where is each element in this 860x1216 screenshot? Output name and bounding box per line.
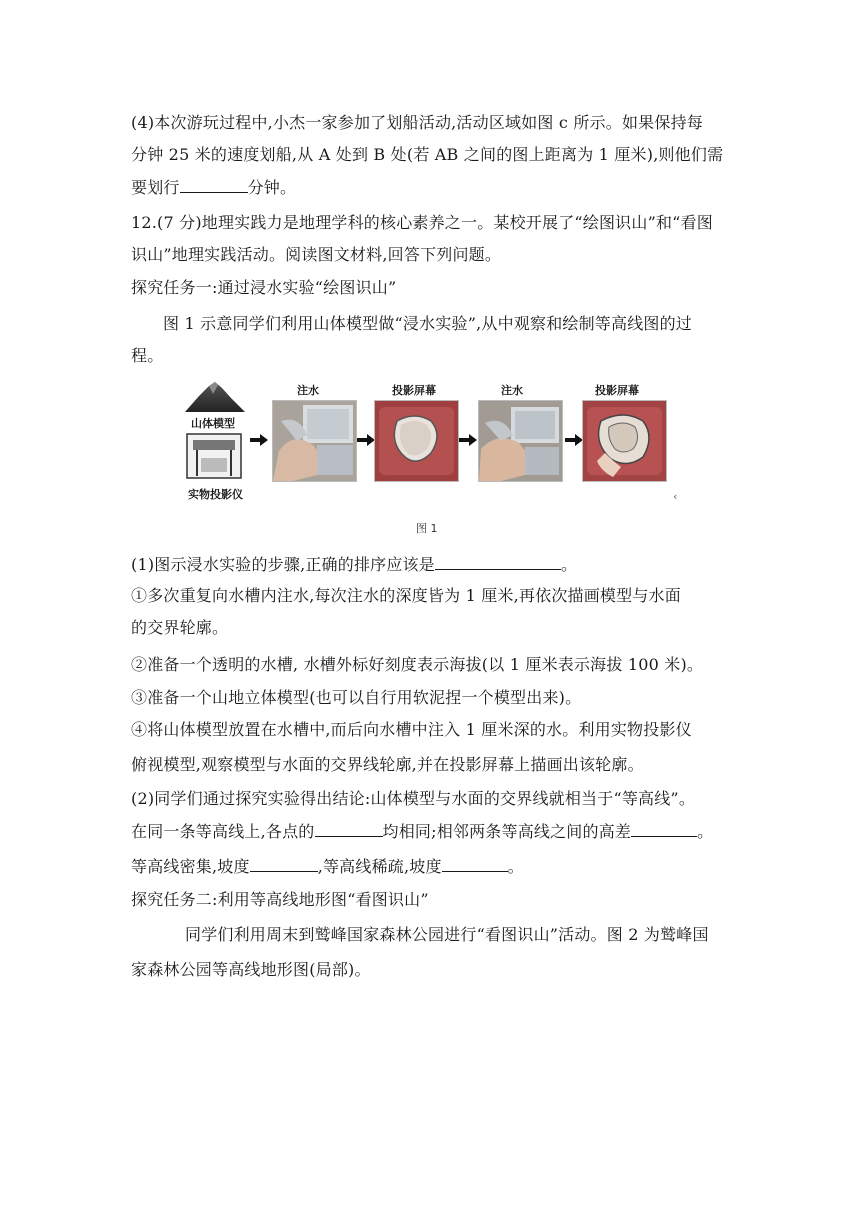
water-pouring-photo-2: [478, 400, 563, 482]
step-2: ②准备一个透明的水槽, 水槽外标好刻度表示海拔(以 1 厘米表示海拔 100 米)。: [131, 655, 704, 674]
q4-line-2: 分钟 25 米的速度划船,从 A 处到 B 处(若 AB 之间的图上距离为 1 厘米),则他们需: [131, 145, 724, 164]
step-4-line-1: ④将山体模型放置在水槽中,而后向水槽中注入 1 厘米深的水。利用实物投影仪: [131, 720, 692, 739]
task1-desc-1: 图 1 示意同学们利用山体模型做“浸水实验”,从中观察和绘制等高线图的过: [163, 314, 692, 333]
mountain-model-image: [185, 380, 245, 412]
arrow-right-icon: [459, 434, 477, 446]
label-screen-1: 投影屏幕: [392, 384, 436, 397]
sub2-line-3-part-c: 。: [507, 857, 524, 876]
label-water-1: 注水: [297, 384, 319, 397]
task2-desc-2: 家森林公园等高线地形图(局部)。: [131, 960, 371, 979]
sub2-line-3-part-b: ,等高线稀疏,坡度: [317, 857, 442, 876]
sub2-line-2-part-a: 在同一条等高线上,各点的: [131, 822, 315, 841]
sub2-line-3-part-a: 等高线密集,坡度: [131, 857, 250, 876]
q4-line-3: [131, 178, 296, 198]
projection-screen-photo-2: [582, 400, 667, 482]
sub2-line-2-part-b: 均相同;相邻两条等高线之间的高差: [382, 822, 632, 841]
sub1-answer-blank[interactable]: [435, 555, 561, 570]
arrow-right-icon: [250, 434, 268, 446]
label-water-2: 注水: [501, 384, 523, 397]
q12-line-1: 12.(7 分)地理实践力是地理学科的核心素养之一。某校开展了“绘图识山”和“看图: [131, 213, 713, 232]
sub2-line-2-part-c: 。: [697, 822, 714, 841]
label-mountain-model: 山体模型: [191, 417, 235, 430]
task1-title: 探究任务一:通过浸水实验“绘图识山”: [131, 278, 397, 297]
water-pouring-photo-1: [272, 400, 357, 482]
sub1-question: [131, 555, 577, 575]
sub2-blank-dense-slope[interactable]: [250, 857, 318, 872]
stray-mark: ‹: [673, 490, 678, 503]
q4-line-1: (4)本次游玩过程中,小杰一家参加了划船活动,活动区域如图 c 所示。如果保持每: [131, 113, 703, 132]
step-1-line-2: 的交界轮廓。: [131, 618, 229, 637]
arrow-right-icon: [357, 434, 375, 446]
sub2-line-2: [131, 822, 713, 842]
projector-image: [185, 432, 245, 482]
figure-1: [185, 378, 680, 503]
sub2-line-3: [131, 857, 524, 877]
sub1-question-end: 。: [560, 555, 578, 574]
figure-1-caption: 图 1: [416, 522, 438, 535]
task2-title: 探究任务二:利用等高线地形图“看图识山”: [131, 890, 429, 909]
q4-answer-blank[interactable]: [180, 178, 248, 193]
q4-line-3-prefix: 要划行: [131, 178, 180, 197]
sub1-question-text: (1)图示浸水实验的步骤,正确的排序应该是: [131, 555, 435, 574]
arrow-right-icon: [565, 434, 583, 446]
q12-line-2: 识山”地理实践活动。阅读图文材料,回答下列问题。: [131, 245, 502, 264]
sub2-blank-same-value[interactable]: [315, 822, 383, 837]
step-1-line-1: ①多次重复向水槽内注水,每次注水的深度皆为 1 厘米,再依次描画模型与水面: [131, 586, 681, 605]
label-projector: 实物投影仪: [188, 488, 243, 501]
q4-line-3-suffix: 分钟。: [247, 178, 297, 197]
step-4-line-2: 俯视模型,观察模型与水面的交界线轮廓,并在投影屏幕上描画出该轮廓。: [131, 755, 644, 774]
step-3: ③准备一个山地立体模型(也可以自行用软泥捏一个模型出来)。: [131, 688, 582, 707]
sub2-blank-sparse-slope[interactable]: [442, 857, 508, 872]
sub2-blank-height-difference[interactable]: [631, 822, 697, 837]
task2-desc-1: 同学们利用周末到鹫峰国家森林公园进行“看图识山”活动。图 2 为鹫峰国: [185, 925, 709, 944]
label-screen-2: 投影屏幕: [595, 384, 639, 397]
projection-screen-photo-1: [374, 400, 459, 482]
sub2-line-1: (2)同学们通过探究实验得出结论:山体模型与水面的交界线就相当于“等高线”。: [131, 789, 696, 808]
task1-desc-2: 程。: [131, 346, 164, 365]
